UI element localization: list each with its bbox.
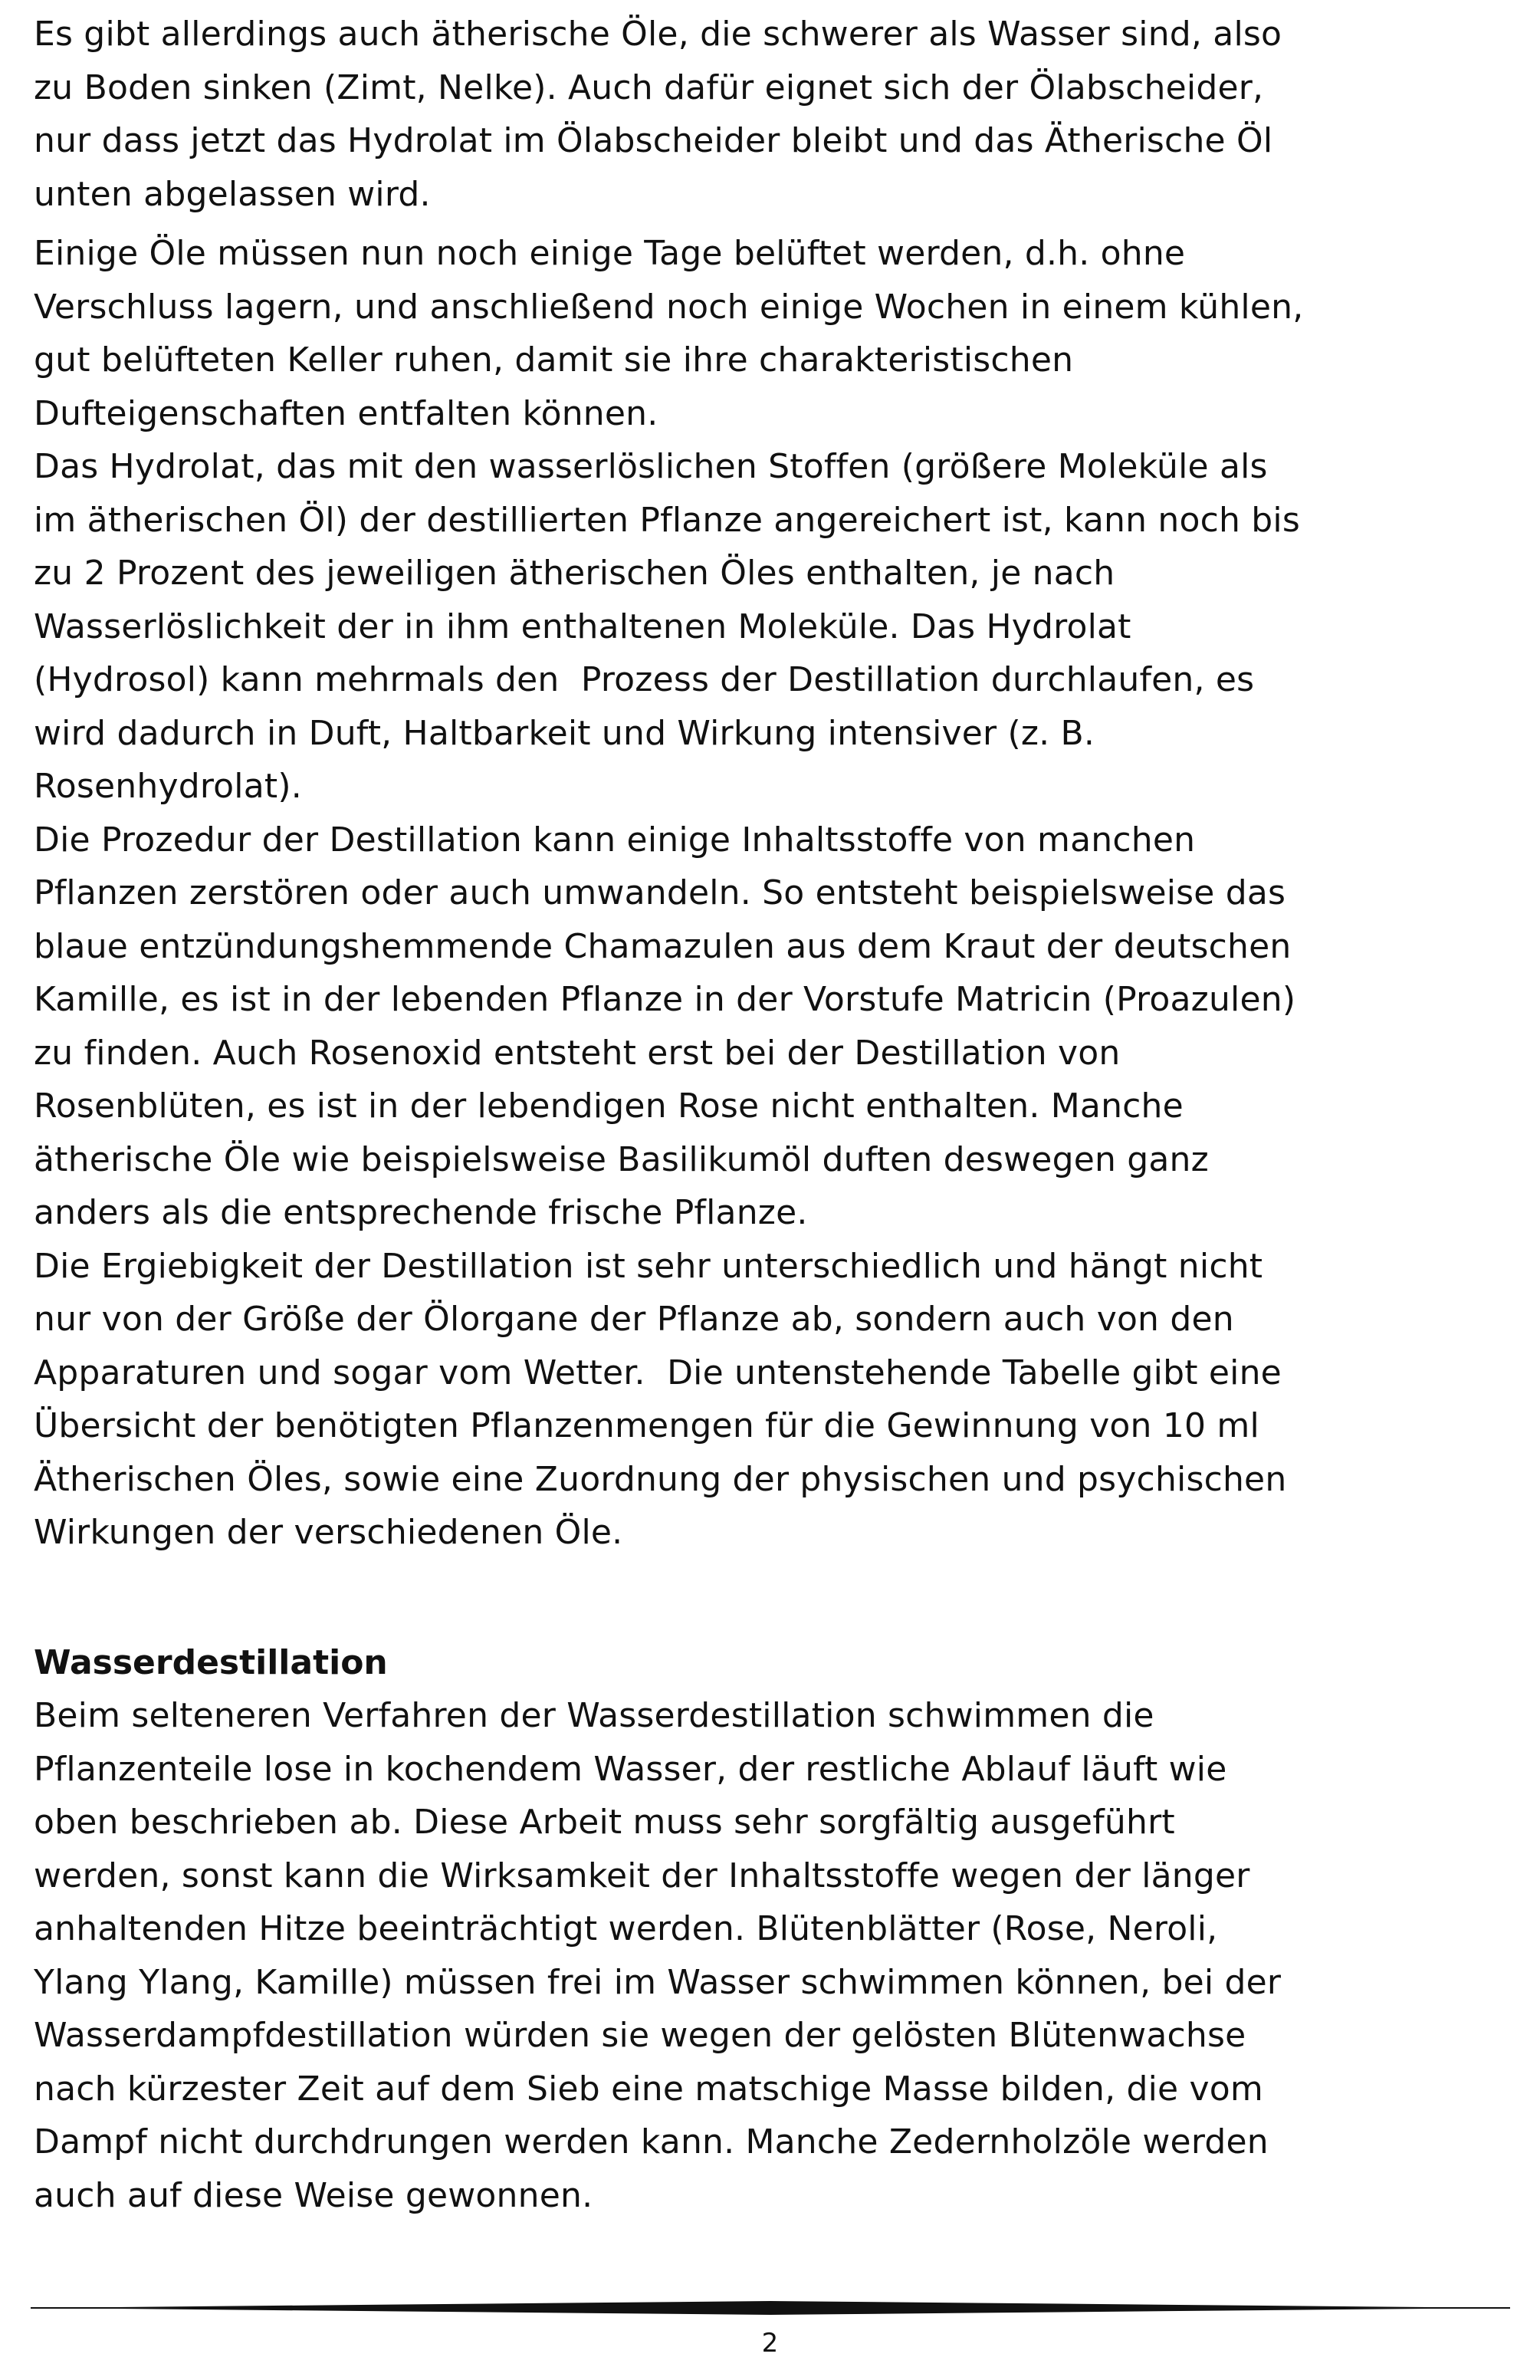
section-heading: Wasserdestillation bbox=[34, 1642, 388, 1682]
spacer bbox=[34, 1560, 1513, 1636]
page-number: 2 bbox=[761, 2328, 779, 2359]
text-line: zu Boden sinken (Zimt, Nelke). Auch dafür eignet sich der Ölabscheider, bbox=[34, 67, 1264, 107]
text-line: zu 2 Prozent des jeweiligen ätherischen Öles enthalten, je nach bbox=[34, 554, 1115, 593]
text-line: Die Prozedur der Destillation kann einige Inhaltsstoffe von manchen bbox=[34, 820, 1196, 860]
page-content bbox=[34, 8, 1513, 2222]
paragraph-destillation-procedure bbox=[34, 814, 1513, 1240]
text-line: Pflanzen zerstören oder auch umwandeln. So entsteht beispielsweise das bbox=[34, 873, 1286, 912]
text-line: nur von der Größe der Ölorgane der Pflanze ab, sondern auch von den bbox=[34, 1300, 1234, 1339]
text-line: Kamille, es ist in der lebenden Pflanze in der Vorstufe Matricin (Proazulen) bbox=[34, 980, 1296, 1019]
text-line: ätherische Öle wie beispielsweise Basilikumöl duften deswegen ganz bbox=[34, 1139, 1209, 1179]
text-line: Dufteigenschaften entfalten können. bbox=[34, 393, 658, 433]
text-line: nach kürzester Zeit auf dem Sieb eine matschige Masse bilden, die vom bbox=[34, 2069, 1263, 2109]
text-line: werden, sonst kann die Wirksamkeit der Inhaltsstoffe wegen der länger bbox=[34, 1856, 1250, 1895]
text-line: anders als die entsprechende frische Pflanze. bbox=[34, 1193, 808, 1232]
footer-divider bbox=[31, 2299, 1510, 2317]
text-line: anhaltenden Hitze beeinträchtigt werden. Blütenblätter (Rose, Neroli, bbox=[34, 1909, 1218, 1948]
text-line: (Hydrosol) kann mehrmals den Prozess der Destillation durchlaufen, es bbox=[34, 660, 1255, 699]
text-line: wird dadurch in Duft, Haltbarkeit und Wirkung intensiver (z. B. bbox=[34, 713, 1095, 753]
text-line: Rosenblüten, es ist in der lebendigen Rose nicht enthalten. Manche bbox=[34, 1086, 1184, 1126]
paragraph-water-destillation bbox=[34, 1689, 1513, 2222]
text-line: Ylang Ylang, Kamille) müssen frei im Wasser schwimmen können, bei der bbox=[34, 1962, 1282, 2002]
text-line: Wirkungen der verschiedenen Öle. bbox=[34, 1513, 623, 1552]
text-line: Einige Öle müssen nun noch einige Tage belüftet werden, d.h. ohne bbox=[34, 234, 1186, 273]
text-line: zu finden. Auch Rosenoxid entsteht erst bei der Destillation von bbox=[34, 1033, 1121, 1073]
text-line: auch auf diese Weise gewonnen. bbox=[34, 2175, 593, 2215]
text-line: Beim selteneren Verfahren der Wasserdestillation schwimmen die bbox=[34, 1696, 1154, 1735]
text-line: Das Hydrolat, das mit den wasserlöslichen Stoffen (größere Moleküle als bbox=[34, 447, 1268, 486]
text-line: Übersicht der benötigten Pflanzenmengen für die Gewinnung von 10 ml bbox=[34, 1406, 1259, 1445]
text-line: Ätherischen Öles, sowie eine Zuordnung der physischen und psychischen bbox=[34, 1459, 1287, 1499]
paragraph-ventilation bbox=[34, 227, 1513, 440]
text-line: oben beschrieben ab. Diese Arbeit muss sehr sorgfältig ausgeführt bbox=[34, 1803, 1175, 1842]
text-line: unten abgelassen wird. bbox=[34, 174, 431, 214]
spacer bbox=[34, 221, 1513, 227]
text-line: Es gibt allerdings auch ätherische Öle, die schwerer als Wasser sind, also bbox=[34, 15, 1282, 54]
paragraph-hydrolat bbox=[34, 440, 1513, 814]
text-line: blaue entzündungshemmende Chamazulen aus dem Kraut der deutschen bbox=[34, 926, 1292, 966]
paragraph-heavy-oils bbox=[34, 8, 1513, 221]
text-line: Apparaturen und sogar vom Wetter. Die untenstehende Tabelle gibt eine bbox=[34, 1353, 1282, 1392]
text-line: Wasserlöslichkeit der in ihm enthaltenen Moleküle. Das Hydrolat bbox=[34, 607, 1131, 646]
text-line: Wasserdampfdestillation würden sie wegen der gelösten Blütenwachse bbox=[34, 2016, 1246, 2055]
text-line: Verschluss lagern, und anschließend noch einige Wochen in einem kühlen, bbox=[34, 287, 1304, 327]
text-line: Die Ergiebigkeit der Destillation ist sehr unterschiedlich und hängt nicht bbox=[34, 1246, 1263, 1286]
text-line: im ätherischen Öl) der destillierten Pflanze angereichert ist, kann noch bis bbox=[34, 500, 1300, 540]
text-line: Pflanzenteile lose in kochendem Wasser, der restliche Ablauf läuft wie bbox=[34, 1749, 1227, 1789]
paragraph-yield bbox=[34, 1240, 1513, 1560]
text-line: gut belüfteten Keller ruhen, damit sie ihre charakteristischen bbox=[34, 340, 1074, 380]
text-line: Rosenhydrolat). bbox=[34, 767, 302, 806]
text-line: nur dass jetzt das Hydrolat im Ölabscheider bleibt und das Ätherische Öl bbox=[34, 121, 1273, 160]
text-line: Dampf nicht durchdrungen werden kann. Manche Zedernholzöle werden bbox=[34, 2122, 1269, 2161]
